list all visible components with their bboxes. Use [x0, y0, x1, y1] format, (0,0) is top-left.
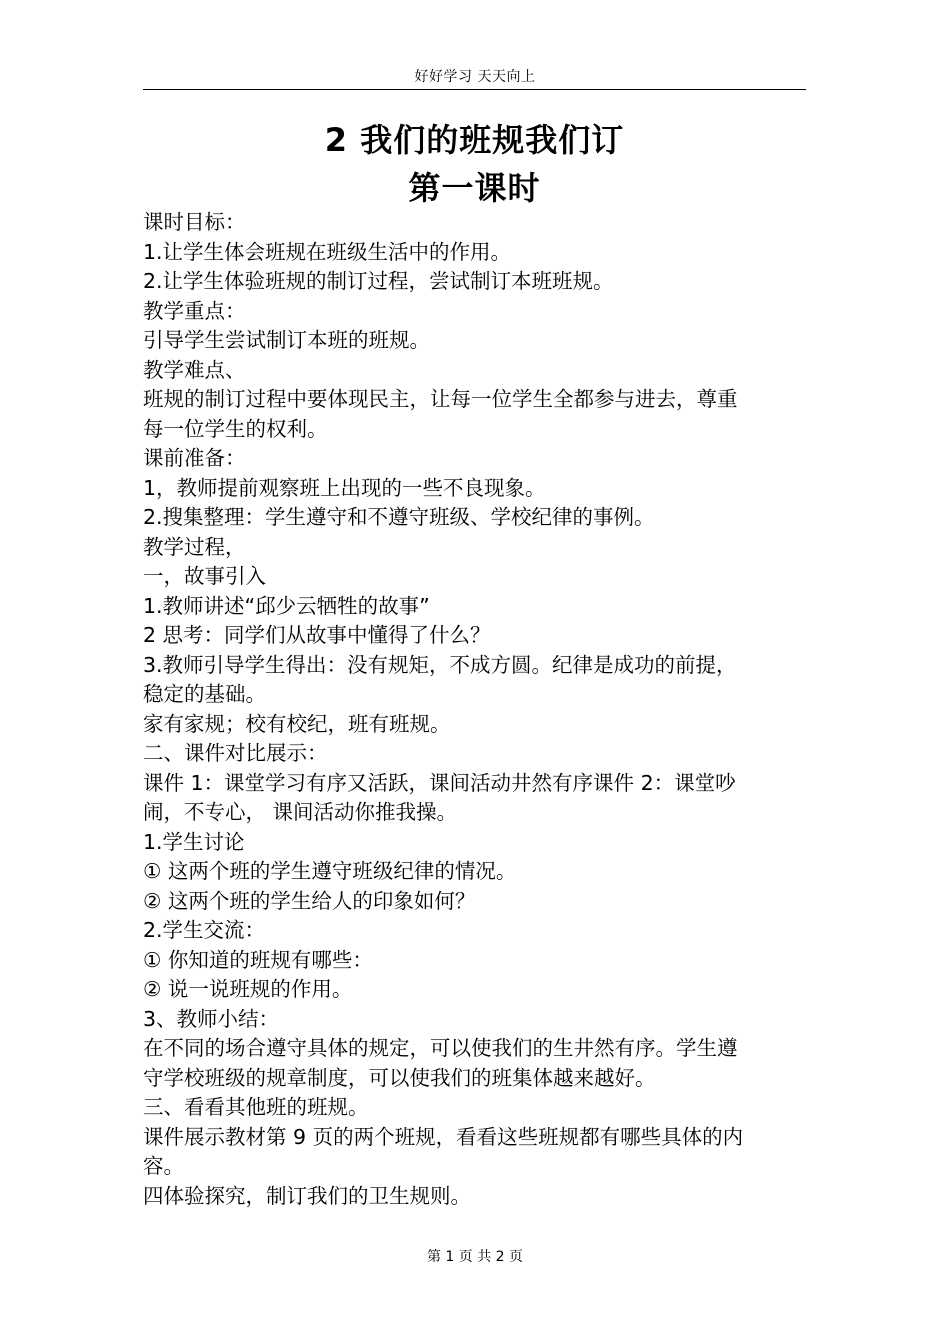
body-line: 1，教师提前观察班上出现的一些不良现象。 [143, 475, 546, 500]
body-line: 二、课件对比展示： [143, 741, 328, 765]
body-line: 守学校班级的规章制度，可以使我们的班集体越来越好。 [143, 1065, 656, 1090]
body-line: 容。 [143, 1154, 184, 1178]
body-line: 教学难点、 [143, 357, 246, 382]
body-line: 2.搜集整理：学生遵守和不遵守班级、学校纪律的事例。 [143, 505, 655, 529]
page-header: 好好学习 天天向上 [414, 69, 536, 85]
document-body [143, 208, 808, 1211]
body-line: 教学过程， [143, 534, 246, 559]
body-line: 2.让学生体验班规的制订过程，尝试制订本班班规。 [143, 269, 614, 293]
body-line: 引导学生尝试制订本班的班规。 [143, 328, 430, 352]
body-line: 课时目标： [143, 210, 246, 234]
page-footer: 第 1 页 共 2 页 [426, 1249, 524, 1265]
body-line: ② 说一说班规的作用。 [143, 977, 353, 1001]
body-line: 课前准备： [143, 446, 246, 470]
body-line: 家有家规；校有校纪，班有班规。 [143, 711, 451, 736]
body-line: 一，故事引入 [143, 564, 266, 588]
header-divider [143, 89, 806, 90]
body-line: 稳定的基础。 [143, 682, 266, 706]
body-line: 1.让学生体会班规在班级生活中的作用。 [143, 239, 512, 264]
lesson-subtitle: 第一课时 [408, 169, 541, 207]
body-line: 3、教师小结： [143, 1006, 280, 1031]
body-line: 2.学生交流： [143, 918, 266, 942]
body-line: 四体验探究，制订我们的卫生规则。 [143, 1183, 471, 1208]
body-line: 三、看看其他班的班规。 [143, 1095, 369, 1119]
body-line: 在不同的场合遵守具体的规定，可以使我们的生井然有序。学生遵 [143, 1036, 738, 1060]
body-line: 1.教师讲述“邱少云牺牲的故事” [143, 593, 430, 618]
body-line: 班规的制订过程中要体现民主，让每一位学生全都参与进去，尊重 [143, 387, 738, 411]
body-line: 每一位学生的权利。 [143, 416, 328, 441]
body-line: 闹，不专心， 课间活动你推我操。 [143, 800, 458, 824]
body-line: 课件 1：课堂学习有序又活跃，课间活动井然有序课件 2：课堂吵 [143, 770, 736, 795]
body-line: 3.教师引导学生得出：没有规矩，不成方圆。纪律是成功的前提， [143, 652, 737, 677]
body-line: 教学重点： [143, 298, 246, 323]
body-line: 2 思考：同学们从故事中懂得了什么？ [143, 623, 491, 647]
body-line: ② 这两个班的学生给人的印象如何？ [143, 888, 476, 913]
body-line: ① 你知道的班规有哪些： [143, 947, 373, 972]
body-line: 1.学生讨论 [143, 829, 245, 854]
lesson-title: 2 我们的班规我们订 [324, 121, 625, 159]
body-line: ① 这两个班的学生遵守班级纪律的情况。 [143, 859, 517, 883]
body-line: 课件展示教材第 9 页的两个班规，看看这些班规都有哪些具体的内 [143, 1124, 744, 1149]
